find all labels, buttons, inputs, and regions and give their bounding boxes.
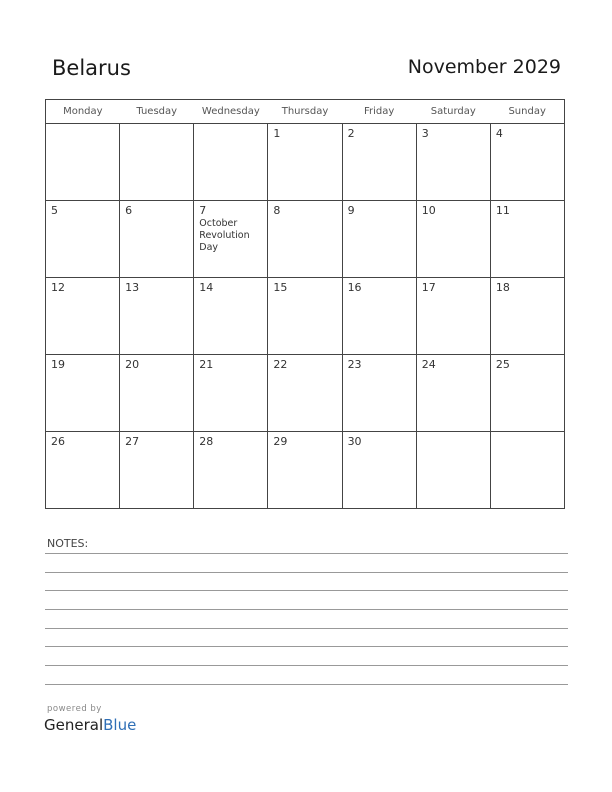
day-number: 8 — [273, 204, 281, 217]
day-cell — [194, 432, 268, 509]
notes-label: NOTES: — [47, 537, 89, 550]
day-cell — [342, 201, 416, 278]
weekday-header: Wednesday — [194, 100, 268, 124]
day-cell — [416, 201, 490, 278]
day-number: 1 — [273, 127, 281, 140]
day-number: 15 — [273, 281, 288, 294]
country-title: Belarus — [52, 56, 131, 80]
day-number: 13 — [125, 281, 140, 294]
day-number: 20 — [125, 358, 140, 371]
day-cell — [268, 432, 342, 509]
day-number: 23 — [347, 358, 362, 371]
note-line — [45, 684, 568, 685]
day-cell — [46, 432, 120, 509]
day-cell — [46, 278, 120, 355]
day-number: 11 — [495, 204, 510, 217]
day-number: 17 — [421, 281, 436, 294]
week-row — [46, 124, 565, 201]
day-cell — [194, 124, 268, 201]
week-row — [46, 355, 565, 432]
calendar-grid — [45, 99, 565, 509]
day-cell — [416, 355, 490, 432]
week-row — [46, 201, 565, 278]
day-cell — [342, 355, 416, 432]
note-line — [45, 609, 568, 610]
day-cell — [46, 355, 120, 432]
day-cell — [490, 355, 564, 432]
day-cell — [120, 124, 194, 201]
day-cell — [490, 201, 564, 278]
weekday-header: Friday — [342, 100, 416, 124]
day-cell — [342, 432, 416, 509]
week-row — [46, 432, 565, 509]
day-number: 25 — [495, 358, 510, 371]
day-cell — [342, 124, 416, 201]
day-cell — [194, 201, 268, 278]
note-line — [45, 665, 568, 666]
day-cell — [120, 278, 194, 355]
day-number: 24 — [421, 358, 436, 371]
note-line — [45, 628, 568, 629]
generalblue-logo — [44, 716, 136, 734]
day-number: 14 — [199, 281, 214, 294]
day-number: 16 — [347, 281, 362, 294]
day-cell — [46, 201, 120, 278]
day-number: 4 — [495, 127, 503, 140]
month-year-title: November 2029 — [407, 56, 561, 78]
day-cell — [416, 278, 490, 355]
day-cell — [490, 278, 564, 355]
day-cell — [490, 124, 564, 201]
weekday-header: Tuesday — [120, 100, 194, 124]
note-line — [45, 646, 568, 647]
day-cell — [194, 355, 268, 432]
day-number: 2 — [347, 127, 355, 140]
day-cell — [268, 355, 342, 432]
day-cell — [268, 201, 342, 278]
day-number: 3 — [421, 127, 429, 140]
day-number: 6 — [125, 204, 133, 217]
day-number: 7 — [199, 204, 207, 217]
note-line — [45, 590, 568, 591]
day-number: 18 — [495, 281, 510, 294]
day-cell — [194, 278, 268, 355]
day-number: 29 — [273, 435, 288, 448]
day-cell — [416, 124, 490, 201]
day-number: 5 — [51, 204, 58, 217]
day-number: 9 — [347, 204, 355, 217]
note-line — [45, 572, 568, 573]
week-row — [46, 278, 565, 355]
powered-by-text: powered by — [47, 704, 102, 714]
day-number: 12 — [51, 281, 65, 294]
day-cell — [120, 432, 194, 509]
day-cell — [268, 124, 342, 201]
weekday-header: Thursday — [268, 100, 342, 124]
day-number: 19 — [51, 358, 65, 371]
weekday-header: Sunday — [490, 100, 564, 124]
day-number: 21 — [199, 358, 214, 371]
holiday-label: October Revolution Day — [199, 218, 250, 253]
day-cell — [268, 278, 342, 355]
weekday-header-row — [46, 100, 565, 124]
day-number: 26 — [51, 435, 65, 448]
day-cell — [416, 432, 490, 509]
weekday-header: Saturday — [416, 100, 490, 124]
day-cell — [120, 355, 194, 432]
day-cell — [342, 278, 416, 355]
logo-blue: Blue — [103, 716, 137, 734]
day-number: 27 — [125, 435, 140, 448]
day-number: 22 — [273, 358, 288, 371]
weekday-header: Monday — [46, 100, 120, 124]
note-line — [45, 553, 568, 554]
day-cell — [120, 201, 194, 278]
day-cell — [490, 432, 564, 509]
day-cell — [46, 124, 120, 201]
day-number: 28 — [199, 435, 214, 448]
logo-general: General — [44, 716, 104, 734]
day-number: 30 — [347, 435, 362, 448]
day-number: 10 — [421, 204, 436, 217]
